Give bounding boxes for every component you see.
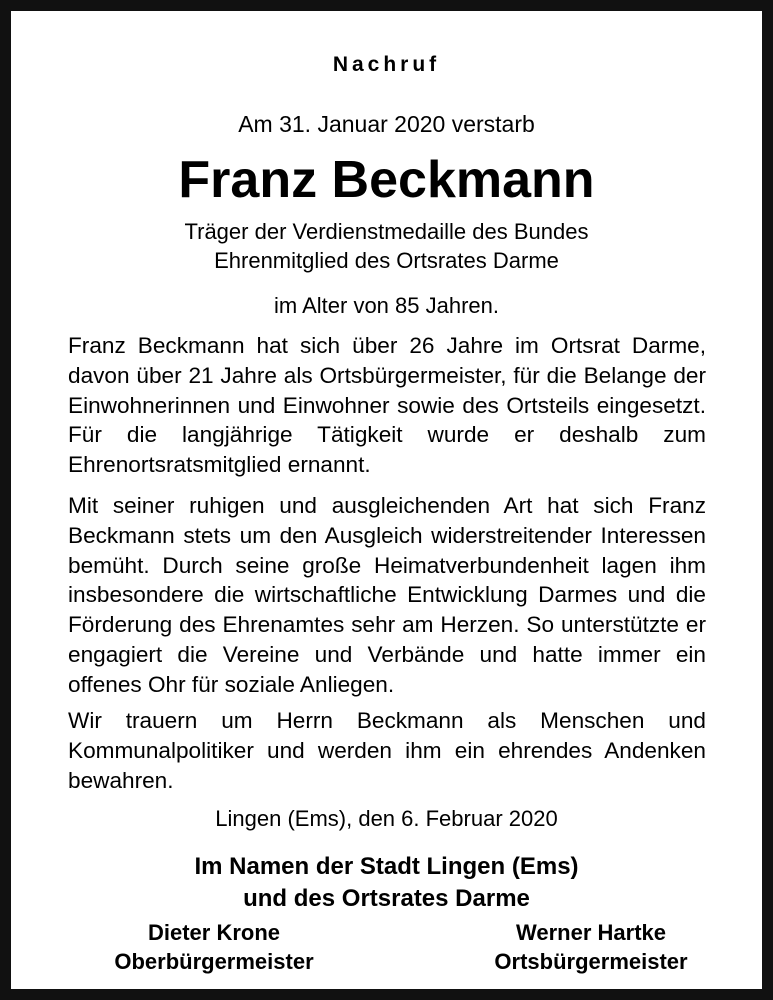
organization-line: Im Namen der Stadt Lingen (Ems) (194, 853, 579, 880)
body-paragraph: Mit seiner ruhigen und ausgleichenden Art hat sich Franz Beckmann stets um den Ausgleich widerstreitender Interessen bemüht. Durch seine große Heimatverbundenheit lagen ihm insbesondere die wirtschaftliche Entwicklung Darmes und die Förderung des Ehrenamtes sehr am Herzen. So unterstützte er engagiert die Vereine und Verbände und hatte immer ein offenes Ohr für soziale Anliegen. (68, 493, 706, 697)
organization-block (11, 851, 762, 915)
honor-line: Ehrenmitglied des Ortsrates Darme (214, 248, 559, 273)
honors-block (11, 217, 762, 275)
body-paragraph: Wir trauern um Herrn Beckmann als Menschen und Kommunalpolitiker und werden ihm ein ehrendes Andenken bewahren. (68, 708, 706, 793)
signatory-name: Dieter Krone (147, 920, 281, 945)
honor-line: Träger der Verdienstmedaille des Bundes (184, 219, 589, 244)
signatory-left (64, 918, 364, 976)
notice-heading: Nachruf (332, 53, 441, 76)
death-date-line: Am 31. Januar 2020 verstarb (238, 111, 535, 137)
signatory-name: Werner Hartke (516, 920, 666, 945)
age-line: im Alter von 85 Jahren. (273, 293, 499, 318)
signatory-title: Ortsbürgermeister (494, 949, 688, 974)
body-paragraph: Franz Beckmann hat sich über 26 Jahre im Ortsrat Darme, davon über 21 Jahre als Ortsbürgermeister, für die Belange der Einwohnerinnen und Einwohner sowie des Ortsteils eingesetzt. Für die langjährige Tätigkeit wurde er deshalb zum Ehrenortsratsmitglied ernannt. (68, 333, 706, 478)
place-date-line: Lingen (Ems), den 6. Februar 2020 (215, 806, 558, 831)
signatory-right (441, 918, 741, 976)
deceased-name: Franz Beckmann (178, 151, 595, 209)
organization-line: und des Ortsrates Darme (243, 885, 530, 912)
signatory-title: Oberbürgermeister (114, 949, 314, 974)
